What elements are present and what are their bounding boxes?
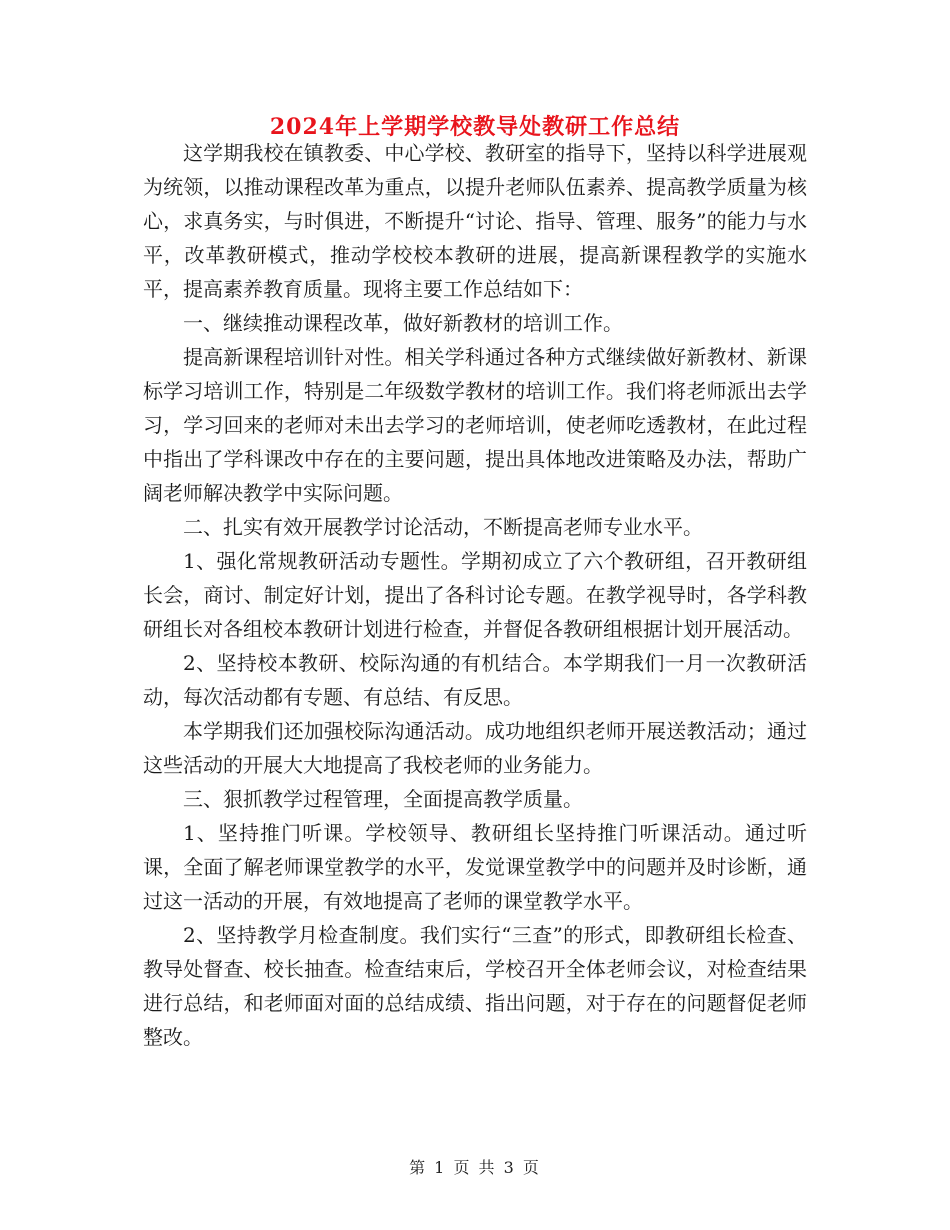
paragraph: 这学期我校在镇教委、中心学校、教研室的指导下，坚持以科学进展观为统领，以推动课程改革为重点，以提升老师队伍素养、提高教学质量为核心，求真务实，与时俱进，不断提升“讨论、指导、管理、服务”的能力与水平，改革教研模式，推动学校校本教研的进展，提高新课程教学的实施水平，提高素养教育质量。现将主要工作总结如下： xyxy=(143,141,807,301)
paragraph: 本学期我们还加强校际沟通活动。成功地组织老师开展送教活动；通过这些活动的开展大大地提高了我校老师的业务能力。 xyxy=(143,719,807,777)
section-heading: 一、继续推动课程改革，做好新教材的培训工作。 xyxy=(183,311,623,335)
document-body xyxy=(143,136,807,1054)
paragraph: 提高新课程培训针对性。相关学科通过各种方式继续做好新教材、新课标学习培训工作，特别是二年级数学教材的培训工作。我们将老师派出去学习，学习回来的老师对未出去学习的老师培训，使老师吃透教材，在此过程中指出了学科课改中存在的主要问题，提出具体地改进策略及办法，帮助广阔老师解决教学中实际问题。 xyxy=(143,345,807,505)
section-heading: 二、扎实有效开展教学讨论活动，不断提高老师专业水平。 xyxy=(183,515,703,539)
paragraph: 1、坚持推门听课。学校领导、教研组长坚持推门听课活动。通过听课，全面了解老师课堂教学的水平，发觉课堂教学中的问题并及时诊断，通过这一活动的开展，有效地提高了老师的课堂教学水平。 xyxy=(143,821,807,913)
page-footer: 第 1 页 共 3 页 xyxy=(409,1158,541,1177)
paragraph: 2、坚持教学月检查制度。我们实行“三查”的形式，即教研组长检查、教导处督查、校长抽查。检查结束后，学校召开全体老师会议，对检查结果进行总结，和老师面对面的总结成绩、指出问题，对于存在的问题督促老师整改。 xyxy=(143,923,807,1049)
section-heading: 三、狠抓教学过程管理，全面提高教学质量。 xyxy=(183,787,583,811)
paragraph: 2、坚持校本教研、校际沟通的有机结合。本学期我们一月一次教研活动，每次活动都有专题、有总结、有反思。 xyxy=(143,651,807,709)
paragraph: 1、强化常规教研活动专题性。学期初成立了六个教研组，召开教研组长会，商讨、制定好计划，提出了各科讨论专题。在教学视导时，各学科教研组长对各组校本教研计划进行检查，并督促各教研组根据计划开展活动。 xyxy=(143,549,807,641)
document-title: 2024年上学期学校教导处教研工作总结 xyxy=(269,114,681,140)
